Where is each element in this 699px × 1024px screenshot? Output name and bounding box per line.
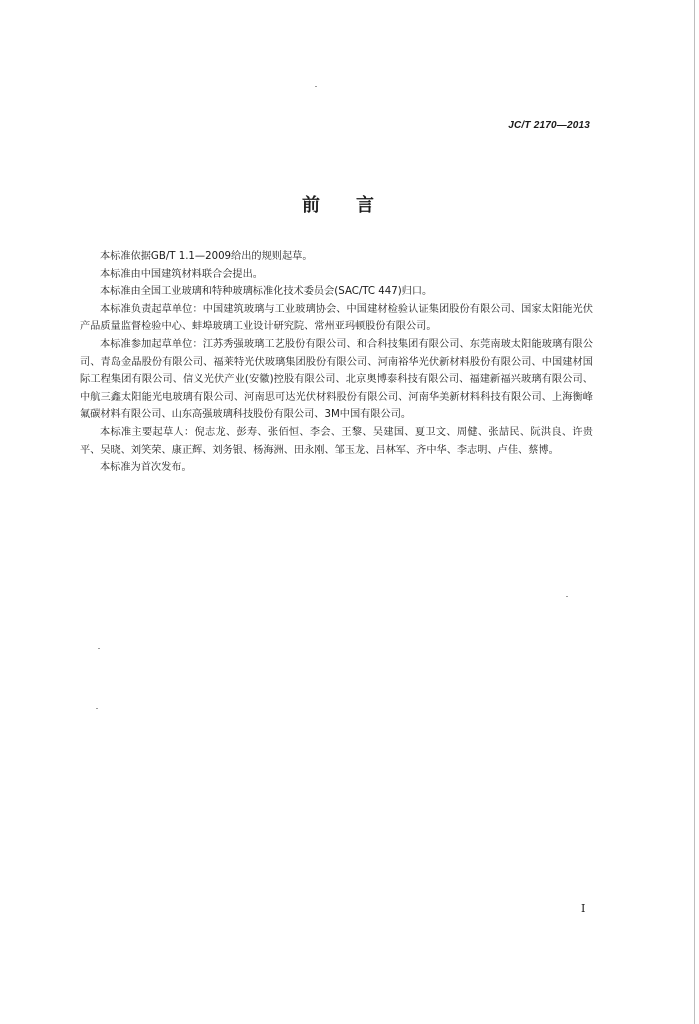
standard-code: JC/T 2170—2013 — [508, 120, 590, 131]
scan-speck — [315, 86, 317, 87]
paragraph-lead-drafters: 本标准负责起草单位：中国建筑玻璃与工业玻璃协会、中国建材检验认证集团股份有限公司、国家太阳能光伏产品质量监督检验中心、蚌埠玻璃工业设计研究院、常州亚玛顿股份有限公司。 — [80, 303, 593, 333]
scan-speck — [96, 708, 98, 709]
scan-speck — [98, 648, 100, 649]
page-number: I — [581, 902, 586, 915]
scan-speck — [566, 596, 568, 597]
paragraph-participating-drafters: 本标准参加起草单位：江苏秀强玻璃工艺股份有限公司、和合科技集团有限公司、东莞南玻太阳能玻璃有限公司、青岛金晶股份有限公司、福莱特光伏玻璃集团股份有限公司、河南裕华光伏新材料股份有限公司、中国建材国际工程集团有限公司、信义光伏产业(安徽)控股有限公司、北京奥博泰科技有限公司、福建新福兴玻璃有限公司、中航三鑫太阳能光电玻璃有限公司、河南思可达光伏材料股份有限公司、河南华美新材料科技有限公司、上海衡峰氟碳材料有限公司、山东高强玻璃科技股份有限公司、3M中国有限公司。 — [80, 338, 593, 421]
foreword-body — [80, 248, 593, 477]
paragraph-main-drafters: 本标准主要起草人：倪志龙、彭寿、张佰恒、李会、王黎、吴建国、夏卫文、周健、张喆民、阮洪良、许贵平、吴晓、刘笑荣、康正辉、刘务银、杨海洲、田永刚、邹玉龙、吕林军、齐中华、李志明、卢佳、蔡博。 — [80, 426, 593, 456]
page-edge-line — [694, 0, 695, 1024]
paragraph-committee: 本标准由全国工业玻璃和特种玻璃标准化技术委员会(SAC/TC 447)归口。 — [100, 286, 433, 298]
paragraph-proposer: 本标准由中国建筑材料联合会提出。 — [100, 268, 263, 280]
paragraph-drafting-rules: 本标准依据GB/T 1.1—2009给出的规则起草。 — [100, 251, 313, 262]
paragraph-first-release: 本标准为首次发布。 — [100, 462, 192, 474]
page-title: 前言 — [302, 195, 410, 216]
